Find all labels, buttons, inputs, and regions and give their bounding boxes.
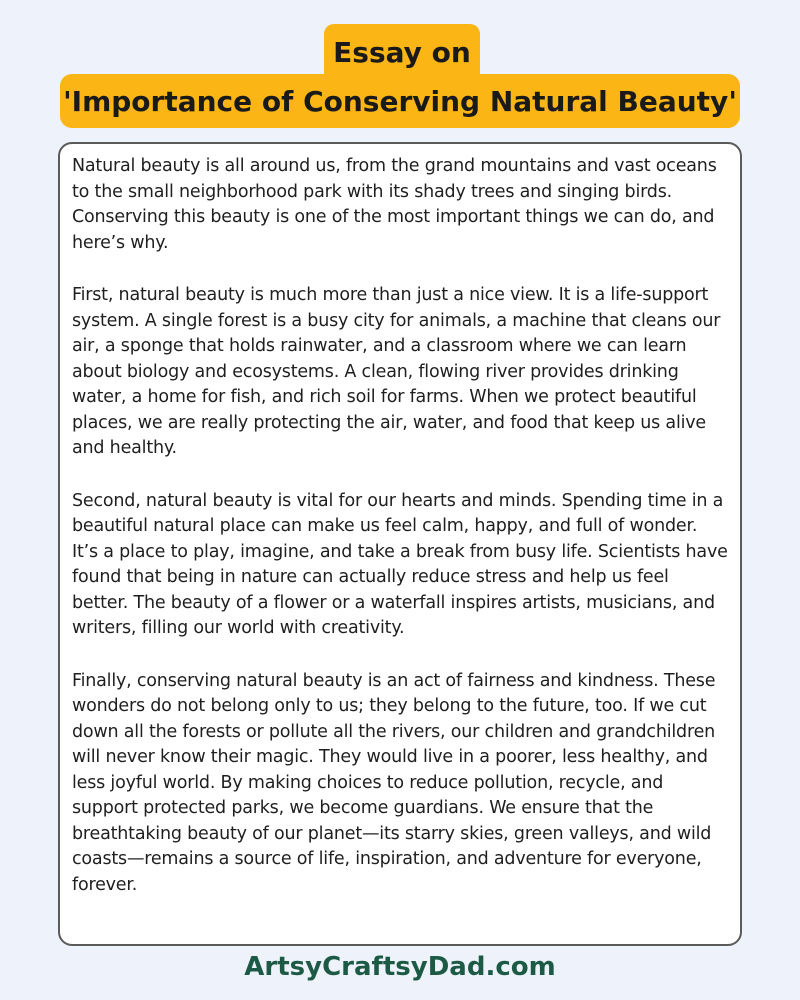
essay-paragraph-3: Second, natural beauty is vital for our hearts and minds. Spending time in a beautiful natural place can make us feel calm, happy, and full of wonder. It’s a place to play, imagine, and take a break from busy life. Scientists have found that being in nature can actually reduce stress and help us feel better. The beauty of a flower or a waterfall inspires artists, musicians, and writers, filling our world with creativity.	[72, 490, 728, 638]
essay-paragraph-2: First, natural beauty is much more than just a nice view. It is a life-support system. A single forest is a busy city for animals, a machine that cleans our air, a sponge that holds rainwater, and a classroom where we can learn about biology and ecosystems. A clean, flowing river provides drinking water, a home for fish, and rich soil for farms. When we protect beautiful places, we are really protecting the air, water, and food that keep us alive and healthy.	[72, 285, 721, 458]
essay-body-box	[58, 142, 742, 946]
essay-title-line-2: 'Importance of Conserving Natural Beauty'	[60, 74, 740, 128]
essay-paragraph-1: Natural beauty is all around us, from the grand mountains and vast oceans to the small neighborhood park with its shady trees and singing birds. Conserving this beauty is one of the most important things we can do, and here’s why.	[72, 156, 717, 253]
footer-site-name: ArtsyCraftsyDad.com	[244, 952, 556, 982]
essay-title-line-1: Essay on	[324, 24, 480, 80]
essay-paragraph-4: Finally, conserving natural beauty is an act of fairness and kindness. These wonders do not belong only to us; they belong to the future, too. If we cut down all the forests or pollute all the rivers, our children and grandchildren will never know their magic. They would live in a poorer, less healthy, and less joyful world. By making choices to reduce pollution, recycle, and support protected parks, we become guardians. We ensure that the breathtaking beauty of our planet—its starry skies, green valleys, and wild coasts—remains a source of life, inspiration, and adventure for everyone, forever.	[72, 670, 716, 895]
